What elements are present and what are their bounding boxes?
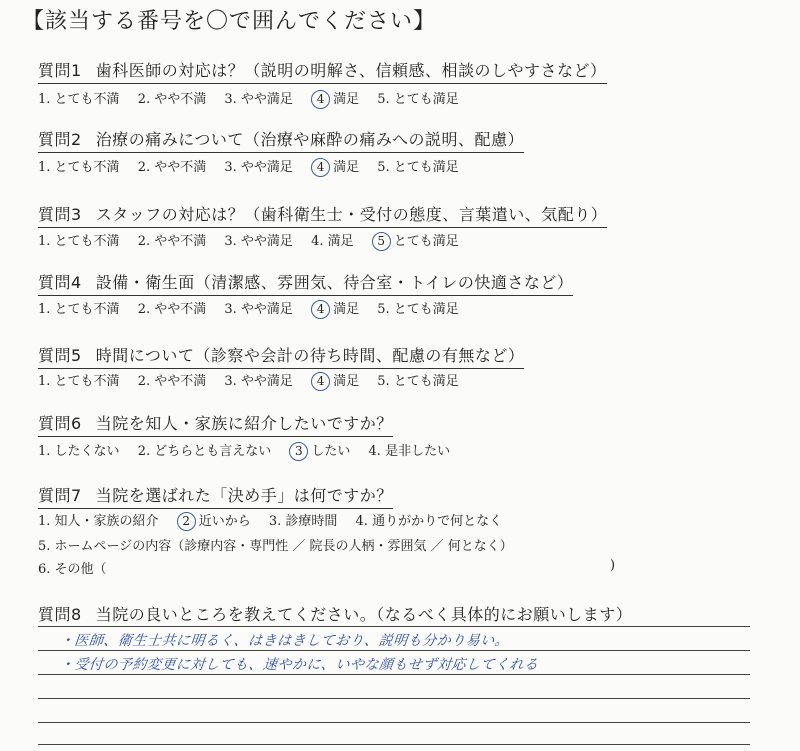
selection-circle-icon: 4 [311, 372, 330, 391]
question-2-options [38, 156, 473, 177]
question-1 [38, 58, 607, 84]
q7-option-1[interactable]: 1. 知人・家族の紹介 [38, 514, 159, 529]
question-4-options [38, 298, 473, 319]
question-2-label: 質問2 [38, 130, 82, 149]
q7-option-3[interactable]: 3. 診療時間 [268, 514, 338, 529]
q6-option-4[interactable]: 4. 是非したい [368, 444, 451, 459]
q4-option-2[interactable]: 2. やや不満 [137, 302, 207, 317]
handwritten-answer-2: ・受付の予約変更に対しても、速やかに、いやな顔もせず対応してくれる [59, 657, 540, 673]
q5-option-1[interactable]: 1. とても不満 [38, 374, 120, 389]
question-8 [38, 602, 632, 627]
q1-option-2[interactable]: 2. やや不満 [137, 92, 207, 107]
q7-option-6-close-paren: ) [610, 558, 616, 573]
question-4-text: 設備・衛生面（清潔感、雰囲気、待合室・トイレの快適さなど） [95, 273, 574, 292]
q7-option-4[interactable]: 4. 通りがかりで何となく [355, 514, 503, 529]
question-1-options [38, 88, 473, 109]
question-5-label: 質問5 [38, 346, 82, 365]
question-8-label: 質問8 [38, 605, 82, 624]
answer-line-3 [38, 674, 750, 675]
selection-circle-icon: 4 [311, 90, 330, 109]
question-3-text: スタッフの対応は？（歯科衛生士・受付の態度、言葉遣い、気配り） [95, 205, 608, 224]
question-7-text: 当院を選ばれた「決め手」は何ですか？ [95, 486, 393, 505]
question-6-label: 質問6 [38, 414, 82, 433]
question-6-options [38, 440, 464, 461]
q2-option-2[interactable]: 2. やや不満 [137, 160, 207, 175]
q4-option-1[interactable]: 1. とても不満 [38, 302, 120, 317]
answer-line-1 [38, 626, 750, 627]
question-3-options [38, 230, 473, 251]
answer-line-6 [38, 744, 750, 745]
q4-option-5[interactable]: 5. とても満足 [377, 302, 459, 317]
question-2-text: 治療の痛みについて（治療や麻酔の痛みへの説明、配慮） [95, 130, 525, 149]
q3-option-4[interactable]: 4. 満足 [311, 234, 354, 249]
answer-line-2 [38, 650, 750, 651]
question-6-text: 当院を知人・家族に紹介したいですか？ [95, 414, 393, 433]
q5-option-2[interactable]: 2. やや不満 [137, 374, 207, 389]
q6-option-1[interactable]: 1. したくない [38, 444, 120, 459]
question-3 [38, 202, 607, 228]
handwritten-answer-1: ・医師、衛生士共に明るく、はきはきしており、説明も分かり易い。 [59, 633, 510, 649]
q3-option-3[interactable]: 3. やや満足 [224, 234, 293, 249]
q7-option-2-selected[interactable]: 2 近いから [177, 510, 251, 531]
q4-option-4-selected[interactable]: 4 満足 [311, 298, 359, 319]
selection-circle-icon: 4 [311, 158, 330, 177]
question-2 [38, 127, 524, 153]
question-7-label: 質問7 [38, 486, 82, 505]
question-7 [38, 483, 393, 509]
question-7-options [38, 510, 516, 531]
q1-option-3[interactable]: 3. やや満足 [224, 92, 293, 107]
q2-option-4-selected[interactable]: 4 満足 [311, 156, 359, 177]
selection-circle-icon: 5 [372, 232, 391, 251]
q6-option-3-selected[interactable]: 3 したい [289, 440, 350, 461]
selection-circle-icon: 4 [311, 300, 330, 319]
q2-option-5[interactable]: 5. とても満足 [377, 160, 459, 175]
question-6 [38, 411, 393, 437]
question-4 [38, 270, 573, 296]
q2-option-3[interactable]: 3. やや満足 [224, 160, 293, 175]
q2-option-1[interactable]: 1. とても不満 [38, 160, 120, 175]
answer-line-5 [38, 722, 750, 723]
selection-circle-icon: 2 [177, 512, 196, 531]
q3-option-5-selected[interactable]: 5 とても満足 [372, 230, 459, 251]
selection-circle-icon: 3 [289, 442, 308, 461]
q5-option-4-selected[interactable]: 4 満足 [311, 370, 359, 391]
question-3-label: 質問3 [38, 205, 82, 224]
question-5 [38, 343, 524, 369]
question-5-options [38, 370, 473, 391]
question-5-text: 時間について（診察や会計の待ち時間、配慮の有無など） [95, 346, 525, 365]
answer-line-4 [38, 698, 750, 699]
question-4-label: 質問4 [38, 273, 82, 292]
page-title: 【該当する番号を〇で囲んでください】 [22, 9, 437, 34]
question-8-text: 当院の良いところを教えてください。（なるべく具体的にお願いします） [95, 605, 633, 624]
q7-option-6[interactable]: 6. その他（ [38, 562, 107, 577]
q5-option-5[interactable]: 5. とても満足 [377, 374, 459, 389]
q3-option-2[interactable]: 2. やや不満 [137, 234, 207, 249]
q6-option-2[interactable]: 2. どちらとも言えない [137, 444, 272, 459]
q1-option-4-selected[interactable]: 4 満足 [311, 88, 359, 109]
question-1-label: 質問1 [38, 61, 82, 80]
q1-option-1[interactable]: 1. とても不満 [38, 92, 120, 107]
q7-option-5[interactable]: 5. ホームページの内容（診療内容・専門性 ／ 院長の人柄・雰囲気 ／ 何となく） [38, 539, 513, 554]
q5-option-3[interactable]: 3. やや満足 [224, 374, 293, 389]
q4-option-3[interactable]: 3. やや満足 [224, 302, 293, 317]
question-1-text: 歯科医師の対応は？（説明の明解さ、信頼感、相談のしやすさなど） [95, 61, 607, 80]
q1-option-5[interactable]: 5. とても満足 [377, 92, 459, 107]
q3-option-1[interactable]: 1. とても不満 [38, 234, 120, 249]
